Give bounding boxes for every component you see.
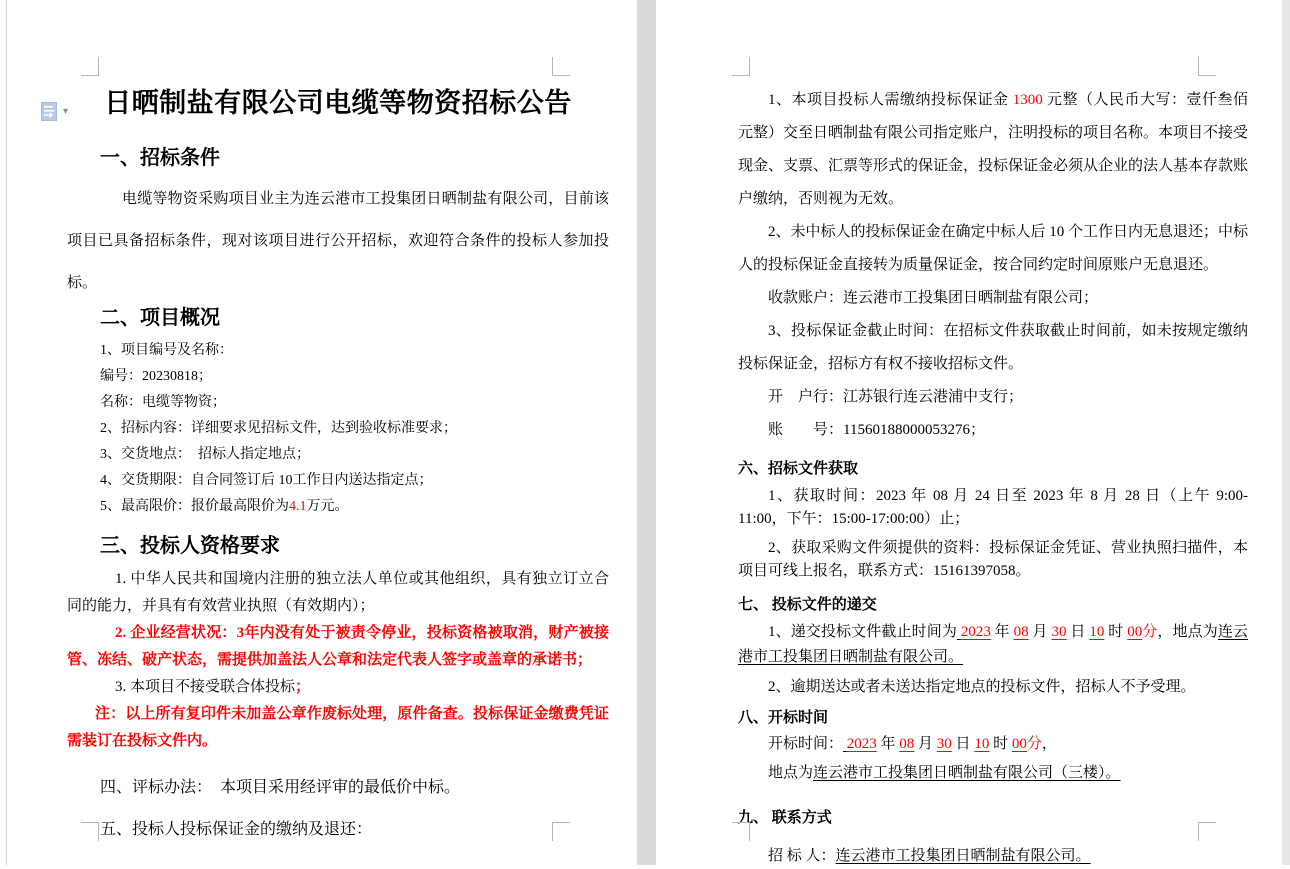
opening-time-label: 开标时间： xyxy=(768,736,844,752)
project-number-value: 编号：20230818； xyxy=(100,369,212,384)
deposit-section-items xyxy=(738,84,1248,447)
crop-mark-top-left xyxy=(732,57,750,76)
section-3-items xyxy=(67,566,609,755)
page-gap xyxy=(637,0,656,865)
minute-unit: 分 xyxy=(1026,736,1042,752)
payee-account-line: 收款账户：连云港市工投集团日晒制盐有限公司； xyxy=(768,290,1099,306)
deadline-year: 2023 xyxy=(960,624,991,640)
account-number-line: 账 号：11560188000053276； xyxy=(768,422,985,438)
deposit-item-1 xyxy=(738,84,1248,216)
delivery-place-item: 3、交货地点： 招标人指定地点； xyxy=(100,447,310,462)
price-limit-unit: 万元。 xyxy=(306,499,349,514)
tenderer-name: 连云港市工投集团日晒制盐有限公司。 xyxy=(835,848,1091,864)
obtain-time-item: 1、获取时间：2023 年 08 月 24 日至 2023 年 8 月 28 日（上午 9:00-11:00，下午：15:00-17:00:00）止； xyxy=(738,488,1248,527)
page-1 xyxy=(7,0,637,865)
page-2 xyxy=(656,0,1282,865)
deposit-item-3: 3、投标保证金截止时间：在招标文件获取截止时间前，如未按规定缴纳投标保证金，招标方有权不接收招标文件。 xyxy=(738,323,1248,372)
right-gutter xyxy=(1282,0,1290,865)
crop-mark-top-right xyxy=(1198,57,1216,76)
opening-day: 30 xyxy=(936,736,952,752)
price-limit-text: 5、最高限价：报价最高限价为 xyxy=(100,499,289,514)
section-1-paragraph: 电缆等物资采购项目业主为连云港市工投集团日晒制盐有限公司，目前该项目已具备招标条件，现对该项目进行公开招标，欢迎符合条件的投标人参加投标。 xyxy=(67,191,609,291)
project-number-label: 1、项目编号及名称： xyxy=(100,343,233,358)
year-unit: 年 xyxy=(990,624,1014,640)
section-heading-7: 七、 投标文件的递交 xyxy=(738,597,877,613)
year-unit: 年 xyxy=(876,736,900,752)
opening-minute: 00 xyxy=(1011,736,1027,752)
qualification-item-3-mark: ； xyxy=(295,679,311,695)
bank-line: 开 户行：江苏银行连云港浦中支行； xyxy=(768,389,1024,405)
crop-mark-top-right xyxy=(552,57,570,76)
crop-mark-top-left xyxy=(81,57,99,76)
page-1-content xyxy=(7,86,637,845)
deadline-prefix: 1、递交投标文件截止时间为 xyxy=(768,624,957,640)
crop-mark-bottom-right xyxy=(1198,822,1216,841)
deposit-amount-value: 1300 xyxy=(1012,92,1043,108)
deposit-amount-suffix: 元整（人民币大写：壹仟叁佰元整）交至日晒制盐有限公司指定账户，注明投标的项目名称。本项目不接受现金、支票、汇票等形式的保证金，投标保证金必须从企业的法人基本存款账户缴纳，否则视为无效。 xyxy=(738,92,1249,207)
deadline-hour: 10 xyxy=(1089,624,1105,640)
section-heading-8: 八、开标时间 xyxy=(738,710,829,726)
delivery-term-item: 4、交货期限：自合同签订后 10工作日内送达指定点； xyxy=(100,473,433,488)
section-heading-9: 九、 联系方式 xyxy=(738,810,832,826)
opening-hour: 10 xyxy=(974,736,990,752)
section-heading-1: 一、招标条件 xyxy=(100,147,220,169)
project-name-value: 名称：电缆等物资； xyxy=(100,395,226,410)
late-submission-item: 2、逾期送达或者未送达指定地点的投标文件，招标人不予受理。 xyxy=(768,679,1196,695)
deadline-location-prefix: ，地点为 xyxy=(1157,624,1218,640)
qualification-item-1: 1. 中华人民共和国境内注册的独立法人单位或其他组织，具有独立订立合同的能力，并具有有效营业执照（有效期内）； xyxy=(67,571,609,614)
bid-content-item: 2、招标内容：详细要求见招标文件，达到验收标准要求； xyxy=(100,421,457,436)
price-limit-value: 4.1 xyxy=(289,499,307,514)
qualification-item-3 xyxy=(67,674,609,701)
deposit-amount-prefix: 1、本项目投标人需缴纳投标保证金 xyxy=(768,92,1013,108)
section-heading-2: 二、项目概况 xyxy=(100,307,220,329)
section-heading-6: 六、招标文件获取 xyxy=(738,461,859,477)
qualification-note: 注：以上所有复印件未加盖公章作废标处理，原件备查。投标保证金缴费凭证需装订在投标文件内。 xyxy=(67,706,609,749)
crop-mark-bottom-right xyxy=(552,822,570,841)
document-options-button[interactable] xyxy=(41,102,68,127)
opening-location-line xyxy=(738,761,1248,786)
opening-month: 08 xyxy=(899,736,915,752)
page-2-content xyxy=(656,84,1282,869)
deadline-location: 连云港市工投集团日晒制盐有限公司。 xyxy=(738,624,1248,665)
obtain-materials-item: 2、获取采购文件须提供的资料：投标保证金凭证、营业执照扫描件，本项目可线上报名，联系方式：15161397058。 xyxy=(738,540,1248,579)
section-4-line: 四、评标办法： 本项目采用经评审的最低价中标。 xyxy=(100,779,461,796)
deadline-day: 30 xyxy=(1051,624,1067,640)
opening-location-prefix: 地点为 xyxy=(768,765,814,781)
crop-mark-bottom-left xyxy=(732,822,750,841)
opening-location: 连云港市工投集团日晒制盐有限公司（三楼）。 xyxy=(813,765,1121,781)
deadline-minute: 00 xyxy=(1127,624,1143,640)
section-2-items xyxy=(67,338,609,520)
qualification-item-2: 2. 企业经营状况：3年内没有处于被责令停业，投标资格被取消，财产被接管、冻结、破产状态，需提供加盖法人公章和法定代表人签字或盖章的承诺书； xyxy=(67,625,609,668)
tenderer-line xyxy=(738,844,1248,869)
hour-unit: 时 xyxy=(989,736,1012,752)
tenderer-label: 招 标 人： xyxy=(768,848,836,864)
submission-deadline-item xyxy=(738,620,1248,670)
opening-year: 2023 xyxy=(846,736,877,752)
left-pane-edge xyxy=(0,0,7,865)
deposit-item-2: 2、未中标人的投标保证金在确定中标人后 10 个工作日内无息退还；中标人的投标保证金直接转为质量保证金，按合同约定时间原账户无息退还。 xyxy=(738,224,1249,273)
section-heading-3: 三、投标人资格要求 xyxy=(100,535,280,557)
document-title: 日晒制盐有限公司电缆等物资招标公告 xyxy=(104,88,572,118)
document-icon xyxy=(41,102,58,127)
month-unit: 月 xyxy=(914,736,937,752)
minute-unit: 分 xyxy=(1142,624,1158,640)
day-unit: 日 xyxy=(1066,624,1090,640)
month-unit: 月 xyxy=(1028,624,1052,640)
opening-time-comma: ， xyxy=(1041,736,1057,752)
deadline-month: 08 xyxy=(1013,624,1029,640)
price-limit-item xyxy=(100,494,609,520)
section-5-line: 五、投标人投标保证金的缴纳及退还： xyxy=(100,821,373,838)
opening-time-line xyxy=(738,732,1248,757)
crop-mark-bottom-left xyxy=(81,822,99,841)
chevron-down-icon: ▾ xyxy=(63,106,69,117)
qualification-item-3-text: 3. 本项目不接受联合体投标 xyxy=(115,679,296,695)
day-unit: 日 xyxy=(951,736,975,752)
hour-unit: 时 xyxy=(1104,624,1128,640)
